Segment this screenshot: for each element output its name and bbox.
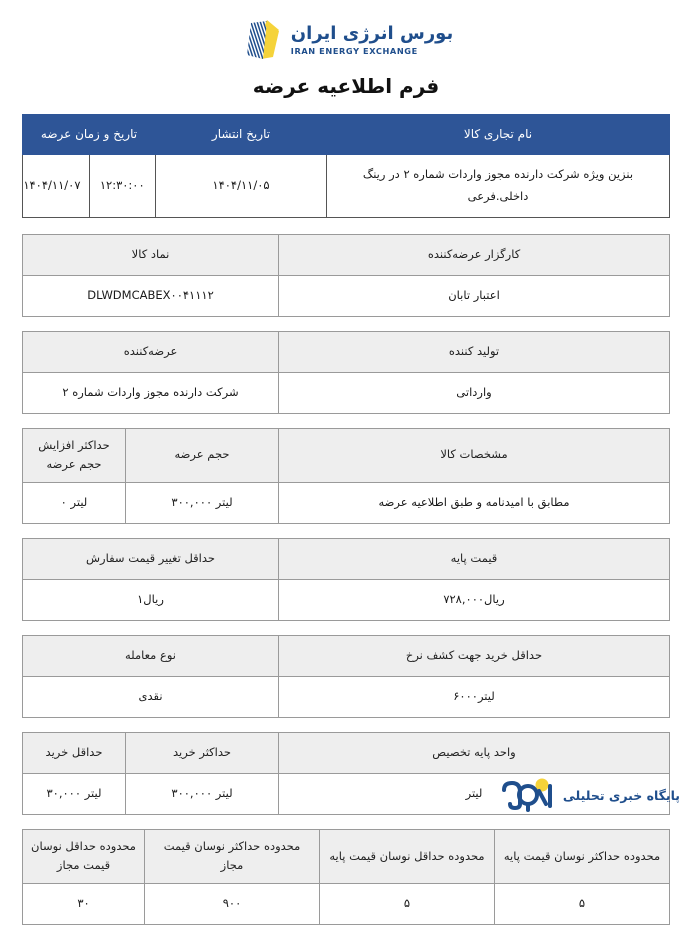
cell-commodity-name: بنزین ویژه شرکت دارنده مجوز واردات شماره ۲ در رینگ داخلی.فرعی <box>327 155 670 218</box>
cell-offering-broker: اعتبار تابان <box>279 275 670 316</box>
table-header-row <box>23 829 670 883</box>
col-max-volume-increase: حداکثر افزایش حجم عرضه <box>23 428 126 482</box>
brand-name-en: IRAN ENERGY EXCHANGE <box>290 45 418 56</box>
col-min-base-price-fluctuation: محدوده حداقل نوسان قیمت پایه <box>320 829 495 883</box>
brand-header <box>0 0 692 72</box>
col-max-buy: حداکثر خرید <box>126 732 279 773</box>
col-min-buy-price-discovery: حداقل خرید جهت کشف نرخ <box>279 635 670 676</box>
col-commodity-name: نام تجاری کالا <box>327 115 670 155</box>
cell-min-buy-price-discovery: لیتر۶۰۰۰ <box>279 676 670 717</box>
brand-name-fa: بورس انرژی ایران <box>290 22 454 44</box>
cell-max-buy: لیتر ۳۰۰,۰۰۰ <box>126 773 279 814</box>
cell-offer-volume: لیتر ۳۰۰,۰۰۰ <box>126 482 279 523</box>
cell-max-base-price-fluctuation: ۵ <box>495 883 670 924</box>
col-max-allowed-price-fluctuation: محدوده حداکثر نوسان قیمت مجاز <box>145 829 320 883</box>
table-broker-symbol <box>22 234 670 317</box>
cell-min-price-change: ریال۱ <box>23 579 279 620</box>
cell-offer-date: ۱۴۰۴/۱۱/۰۷ <box>23 155 90 218</box>
table-header-row <box>23 115 670 155</box>
cell-producer: وارداتی <box>279 372 670 413</box>
table-header-row <box>23 331 670 372</box>
table-row <box>23 372 670 413</box>
col-supplier: عرضه‌کننده <box>23 331 279 372</box>
cell-commodity-specs: مطابق با امیدنامه و طبق اطلاعیه عرضه <box>279 482 670 523</box>
table-price-fluctuation <box>22 829 670 925</box>
cell-base-price: ریال۷۲۸,۰۰۰ <box>279 579 670 620</box>
table-row <box>23 676 670 717</box>
col-base-price: قیمت پایه <box>279 538 670 579</box>
col-offering-broker: کارگزار عرضه‌کننده <box>279 234 670 275</box>
table-header-row <box>23 428 670 482</box>
col-offer-datetime: تاریخ و زمان عرضه <box>23 115 156 155</box>
cell-min-buy: لیتر ۳۰,۰۰۰ <box>23 773 126 814</box>
news-site-logo-icon <box>498 778 556 812</box>
col-max-base-price-fluctuation: محدوده حداکثر نوسان قیمت پایه <box>495 829 670 883</box>
brand-text-block <box>290 22 454 56</box>
table-header-row <box>23 538 670 579</box>
col-min-price-change: حداقل تغییر قیمت سفارش <box>23 538 279 579</box>
table-row <box>23 579 670 620</box>
watermark-label: پایگاه خبری تحلیلی <box>562 787 680 803</box>
cell-publish-date: ۱۴۰۴/۱۱/۰۵ <box>156 155 327 218</box>
col-publish-date: تاریخ انتشار <box>156 115 327 155</box>
table-min-buy-deal-type <box>22 635 670 718</box>
table-row <box>23 883 670 924</box>
table-base-price <box>22 538 670 621</box>
table-offer-main <box>22 114 670 218</box>
exchange-logo-icon <box>239 17 285 63</box>
table-row <box>23 275 670 316</box>
col-producer: تولید کننده <box>279 331 670 372</box>
col-offer-volume: حجم عرضه <box>126 428 279 482</box>
col-min-allowed-price-fluctuation: محدوده حداقل نوسان قیمت مجاز <box>23 829 145 883</box>
table-header-row <box>23 635 670 676</box>
table-row <box>23 482 670 523</box>
cell-min-base-price-fluctuation: ۵ <box>320 883 495 924</box>
col-commodity-symbol: نماد کالا <box>23 234 279 275</box>
cell-commodity-symbol: DLWDMCABEX۰۰۴۱۱۱۲ <box>23 275 279 316</box>
cell-supplier: شرکت دارنده مجوز واردات شماره ۲ <box>23 372 279 413</box>
col-deal-type: نوع معامله <box>23 635 279 676</box>
cell-allocation-base-unit: لیتر <box>279 773 670 814</box>
site-watermark <box>0 770 692 816</box>
cell-min-allowed-price-fluctuation: ۳۰ <box>23 883 145 924</box>
table-specs-volume <box>22 428 670 524</box>
cell-offer-time: ۱۲:۳۰:۰۰ <box>89 155 156 218</box>
col-min-buy: حداقل خرید <box>23 732 126 773</box>
cell-max-volume-increase: لیتر ۰ <box>23 482 126 523</box>
table-header-row <box>23 732 670 773</box>
table-header-row <box>23 234 670 275</box>
col-commodity-specs: مشخصات کالا <box>279 428 670 482</box>
table-row <box>23 155 670 218</box>
cell-deal-type: نقدی <box>23 676 279 717</box>
cell-max-allowed-price-fluctuation: ۹۰۰ <box>145 883 320 924</box>
iran-energy-exchange-logo <box>239 17 453 63</box>
table-producer-supplier <box>22 331 670 414</box>
page-title: فرم اطلاعیه عرضه <box>252 74 440 98</box>
col-allocation-base-unit: واحد پایه تخصیص <box>279 732 670 773</box>
